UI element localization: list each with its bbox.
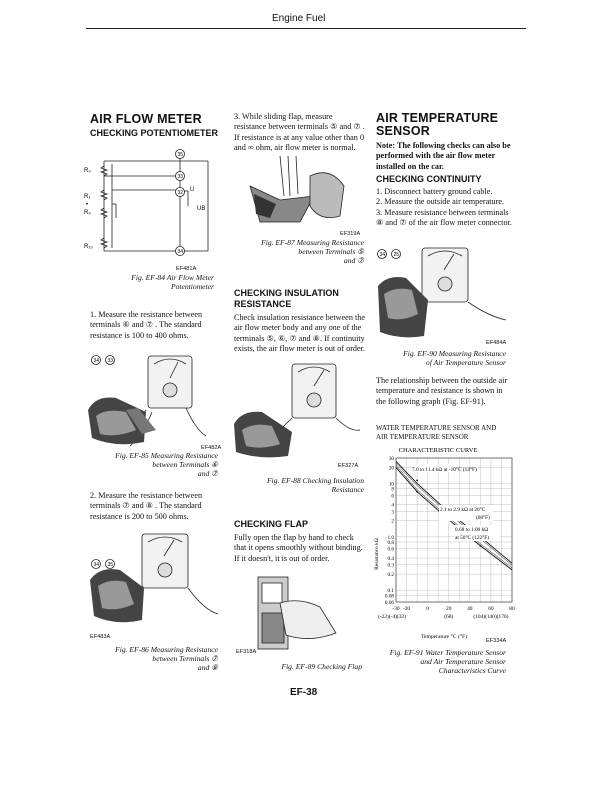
chart-ytick-label: 4 <box>391 502 394 509</box>
chart-xtick-label-c: -20 <box>402 606 411 612</box>
terminal-33-label: 33 <box>177 174 184 180</box>
subsection-title-checking-continuity: CHECKING CONTINUITY <box>376 174 482 184</box>
subsection-title-checking-flap: CHECKING FLAP <box>234 519 308 529</box>
fig85-terminal-34: 34 <box>93 358 100 364</box>
chart-ylabel: Resistance kΩ <box>374 538 380 570</box>
insulation-title-line1: CHECKING INSULATION <box>234 288 339 298</box>
label-r9: R₉ <box>84 210 91 216</box>
chart-ytick-label: 0.6 <box>387 546 394 553</box>
chart-ytick-label: 0.8 <box>387 539 394 546</box>
note-text: Note: The following checks can also be performed with the air flow meter installed on the car. <box>376 141 511 171</box>
figure-code-ef327a: EF327A <box>338 463 359 469</box>
figure-code-ef482a: EF482A <box>201 445 222 451</box>
page-number: EF-38 <box>290 687 318 698</box>
chart-annotation-2: 2.1 to 2.9 kΩ at 20°C <box>440 507 486 513</box>
chart-ytick-label: 0.06 <box>384 600 394 606</box>
continuity-step-2: 2. Measure the outside air temperature. <box>376 197 504 207</box>
subsection-title-insulation <box>234 288 339 310</box>
section-title-air-flow-meter: AIR FLOW METER <box>90 112 202 126</box>
insulation-text: Check insulation resistance between the air flow meter body and any one of the terminals ⑤, ⑥, ⑦ and ⑧. If continuity exists, the air flow meter is out of order. <box>234 313 365 354</box>
chart-ytick-label: 0.3 <box>387 562 394 569</box>
figure-ef85-meter-photo <box>86 350 226 450</box>
caption-ef84-line1: Fig. EF-84 Air Flow Meter <box>131 273 214 282</box>
chart-ytick-label: 20 <box>388 465 394 472</box>
figure-code-ef484a: EF484A <box>486 340 507 346</box>
figure-ef86-meter-photo <box>86 530 226 628</box>
caption-ef87-line1: Fig. EF-87 Measuring Resistance <box>261 238 364 247</box>
caption-ef86-line1: Fig. EF-86 Measuring Resistance <box>115 645 218 654</box>
relationship-text: The relationship between the outside air temperature and resistance is shown in the following graph (Fig. EF-91). <box>376 376 508 406</box>
caption-ef88-line2: Resistance <box>331 485 364 494</box>
figure-code-ef318a: EF318A <box>236 649 257 655</box>
chart-xtick-label-c: 0 <box>426 606 429 612</box>
chart-ytick-label: 0.2 <box>387 572 394 579</box>
label-r1: R₁ <box>84 194 91 200</box>
chart-annotation-4: 0.68 to 1.00 kΩ <box>455 527 489 533</box>
continuity-steps <box>376 187 514 229</box>
figure-ef84-circuit-diagram <box>84 146 224 264</box>
chart-ytick-label: 6 <box>391 493 394 500</box>
terminal-32-label: 32 <box>177 190 184 196</box>
graph-title <box>376 424 496 442</box>
label-r0: R₀ <box>84 168 91 174</box>
caption-ef85-line2: between Terminals ⑥ <box>152 460 218 469</box>
continuity-step-3: 3. Measure resistance between terminals ⑧ and ⑦ of the air flow meter connector. <box>376 207 512 228</box>
figure-ef90-meter-photo <box>376 246 516 342</box>
fig86-terminal-35: 35 <box>107 562 114 568</box>
caption-ef90 <box>376 349 506 367</box>
section-title-air-temperature-sensor <box>376 112 498 138</box>
chart-xlabel: Temperature °C (°F) <box>420 634 468 640</box>
caption-ef91-line1: Fig. EF-91 Water Temperature Sensor <box>389 648 506 657</box>
caption-ef87 <box>234 238 364 265</box>
graph-title-line2: AIR TEMPERATURE SENSOR <box>376 433 469 441</box>
caption-ef85 <box>84 451 218 478</box>
caption-ef86-line3: and ⑧ <box>197 663 218 672</box>
chart-ytick-label: 0.08 <box>384 593 394 600</box>
caption-ef86 <box>84 645 218 672</box>
chart-ytick-label: 8 <box>391 486 394 493</box>
caption-ef91 <box>376 648 506 675</box>
chart-title: CHARACTERISTIC CURVE <box>398 447 478 454</box>
chart-xtick-label-f: (68) <box>444 614 454 620</box>
air-temp-title-line2: SENSOR <box>376 124 430 138</box>
chart-xtick-label-c: 40 <box>467 606 473 612</box>
figure-code-ef481a: EF481A <box>176 266 197 272</box>
chart-xtick-label-c: 60 <box>488 606 494 612</box>
caption-ef91-line2: and Air Temperature Sensor <box>420 657 506 666</box>
figure-code-ef334a: EF334A <box>486 638 507 644</box>
figure-ef88-photo <box>232 360 366 460</box>
caption-ef85-line1: Fig. EF-85 Measuring Resistance <box>115 451 218 460</box>
chart-ytick-label: 2 <box>391 518 394 525</box>
label-u: U <box>190 187 195 193</box>
label-ub: UB <box>197 206 206 212</box>
fig90-terminal-25: 25 <box>393 252 400 258</box>
chart-xtick-label-c: 20 <box>446 606 452 612</box>
caption-ef88 <box>234 476 364 494</box>
caption-ef90-line1: Fig. EF-90 Measuring Resistance <box>403 349 506 358</box>
figure-code-ef483a: EF483A <box>90 634 111 640</box>
chart-ytick-label: 30 <box>388 456 394 462</box>
chart-ytick-label: 0.1 <box>387 588 394 595</box>
chart-point <box>416 480 418 482</box>
chart-ytick-label: 3 <box>391 509 394 516</box>
graph-title-line1: WATER TEMPERATURE SENSOR AND <box>376 424 497 432</box>
step-2-text: 2. Measure the resistance between terminals ⑦ and ⑧ . The standard resistance is 200 to 500 ohms. <box>90 491 203 521</box>
figure-ef87-photo <box>240 156 360 226</box>
characteristic-curve-chart <box>372 444 522 640</box>
caption-ef87-line2: between Terminals ⑤ <box>298 247 364 256</box>
chart-ytick-label: 10 <box>388 481 394 488</box>
air-temp-title-line1: AIR TEMPERATURE <box>376 111 499 125</box>
chart-xtick-label-f: (104)(140)(176) <box>473 614 509 620</box>
insulation-title-line2: RESISTANCE <box>234 299 292 309</box>
caption-ef87-line3: and ⑦ <box>343 256 364 265</box>
caption-ef86-line2: between Terminals ⑦ <box>152 654 218 663</box>
chart-xtick-label-c: -30 <box>392 606 400 612</box>
chart-ytick-label: 0.4 <box>387 556 394 563</box>
chart-ytick-label: 1.0 <box>387 534 394 541</box>
figure-code-ef319a: EF319A <box>340 231 361 237</box>
chart-point <box>479 545 481 547</box>
caption-ef90-line2: of Air Temperature Sensor <box>425 358 506 367</box>
chart-point <box>416 491 418 493</box>
label-dot: • <box>86 202 89 208</box>
header-rule <box>86 28 526 29</box>
chart-annotation-1: 7.0 to 11.4 kΩ at -10°C (14°F) <box>412 467 477 473</box>
figure-ef89-photo <box>250 573 346 653</box>
chart-xtick-label-c: 80 <box>509 606 515 612</box>
fig90-terminal-34: 34 <box>379 252 386 258</box>
caption-ef84-line2: Potentiometer <box>170 282 214 291</box>
caption-ef88-line1: Fig. EF-88 Checking Insulation <box>266 476 364 485</box>
terminal-34-label: 34 <box>177 249 184 255</box>
caption-ef85-line3: and ⑦ <box>197 469 218 478</box>
step-1-text: 1. Measure the resistance between terminals ⑥ and ⑦ . The standard resistance is 100 to 400 ohms. <box>90 310 203 340</box>
caption-ef89: Fig. EF-89 Checking Flap <box>281 662 362 671</box>
continuity-step-1: 1. Disconnect battery ground cable. <box>376 187 493 196</box>
caption-ef91-line3: Characteristics Curve <box>438 666 506 675</box>
label-r10: R₁₀ <box>84 244 93 250</box>
chart-xtick-label-f: (-22)(-4)(32) <box>378 614 406 620</box>
step-3-text: 3. While sliding flap, measure resistance between terminals ⑤ and ⑦ . If resistance is at any value other than 0 and ∞ ohm, air flow meter is normal. <box>234 112 365 153</box>
chart-annotation-3: (68°F) <box>476 515 490 521</box>
terminal-35-label: 35 <box>177 152 184 158</box>
fig86-terminal-34: 34 <box>93 562 100 568</box>
chart-annotation-5: at 50°C (122°F) <box>455 535 489 541</box>
fig85-terminal-33: 33 <box>107 358 114 364</box>
flap-text: Fully open the flap by hand to check that it opens smoothly without binding. If it doesn't, it is out of order. <box>234 533 363 563</box>
caption-ef84 <box>84 273 214 291</box>
page-header: Engine Fuel <box>272 13 326 24</box>
subsection-title-potentiometer: CHECKING POTENTIOMETER <box>90 128 219 138</box>
